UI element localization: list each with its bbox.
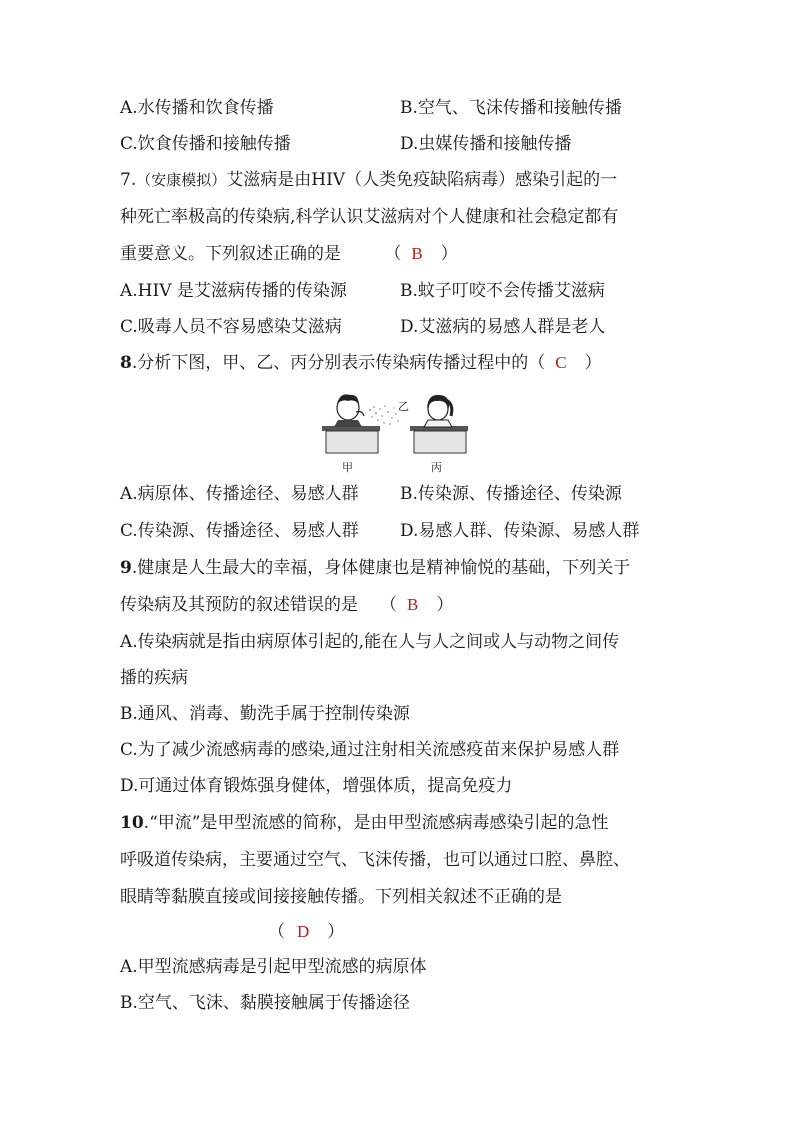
q10-option-b: B.空气、飞沫、黏膜接触属于传播途径 [120, 993, 410, 1013]
q10-line-2: 呼吸道传染病，主要通过空气、飞沫传播，也可以通过口腔、鼻腔、 [120, 850, 630, 870]
q8-stem: .分析下图，甲、乙、丙分别表示传染病传播过程中的（ [131, 353, 546, 373]
q7-paren-open: （ [384, 244, 402, 264]
q7-option-d: D.艾滋病的易感人群是老人 [400, 317, 606, 337]
q10-paren-close: ） [327, 922, 345, 942]
q7-answer: B [411, 244, 423, 263]
q7-stem-1: 艾滋病是由HIV（人类免疫缺陷病毒）感染引起的一 [226, 170, 618, 190]
q10-line-1 [120, 811, 608, 835]
q7-stem-3: 重要意义。下列叙述正确的是 [120, 244, 341, 264]
q9-stem-2: 传染病及其预防的叙述错误的是 [120, 595, 358, 615]
q6-option-d: D.虫媒传播和接触传播 [400, 134, 572, 154]
q10-option-a: A.甲型流感病毒是引起甲型流感的病原体 [120, 957, 427, 977]
q10-answer-line [268, 920, 344, 944]
q7-line-1 [120, 168, 617, 192]
q9-answer: B [407, 595, 419, 614]
q7-paren-close: ） [440, 244, 458, 264]
q8-figure [318, 390, 478, 476]
q7-line-2: 种死亡率极高的传染病,科学认识艾滋病对个人健康和社会稳定都有 [120, 207, 619, 227]
q9-option-b: B.通风、消毒、勤洗手属于控制传染源 [120, 704, 410, 724]
q10-answer: D [297, 922, 310, 941]
figure-label-jia: 甲 [342, 461, 353, 474]
q9-number: 9 [120, 558, 132, 578]
q6-option-c: C.饮食传播和接触传播 [120, 134, 291, 154]
q9-line-1 [120, 556, 630, 580]
q9-option-a-2: 播的疾病 [120, 668, 188, 688]
q8-option-a: A.病原体、传播途径、易感人群 [120, 484, 359, 504]
q9-option-c: C.为了减少流感病毒的感染,通过注射相关流感疫苗来保护易感人群 [120, 740, 620, 760]
q9-line-2 [120, 593, 453, 617]
q7-option-c: C.吸毒人员不容易感染艾滋病 [120, 317, 342, 337]
q8-paren-close: ） [584, 353, 602, 373]
q8-option-d: D.易感人群、传染源、易感人群 [400, 521, 640, 541]
q10-line-3: 眼睛等黏膜直接或间接接触传播。下列相关叙述不正确的是 [120, 887, 562, 907]
q7-option-b: B.蚊子叮咬不会传播艾滋病 [400, 281, 605, 301]
q6-option-b: B.空气、飞沫传播和接触传播 [400, 98, 622, 118]
q7-source: （安康模拟） [136, 171, 227, 189]
q10-stem-1: .“甲流”是甲型流感的简称，是由甲型流感病毒感染引起的急性 [143, 813, 609, 833]
q8-line-1 [120, 351, 602, 375]
q7-option-a: A.HIV 是艾滋病传播的传染源 [120, 281, 347, 301]
q9-paren-close: ） [436, 595, 454, 615]
figure-label-bing: 丙 [431, 461, 442, 474]
figure-label-yi: 乙 [398, 400, 409, 413]
q9-option-d: D.可通过体育锻炼强身健体，增强体质，提高免疫力 [120, 776, 513, 796]
q9-paren-open: （ [380, 595, 397, 615]
q7-number: 7. [120, 170, 137, 190]
q8-answer: C [555, 353, 567, 372]
q10-number: 10 [120, 813, 144, 833]
q6-option-a: A.水传播和饮食传播 [120, 98, 274, 118]
q10-paren-open: （ [268, 922, 285, 942]
q8-option-b: B.传染源、传播途径、传染源 [400, 484, 622, 504]
q9-option-a-1: A.传染病就是指由病原体引起的,能在人与人之间或人与动物之间传 [120, 632, 620, 652]
q8-number: 8 [120, 353, 132, 373]
q8-option-c: C.传染源、传播途径、易感人群 [120, 521, 359, 541]
q9-stem-1: .健康是人生最大的幸福，身体健康也是精神愉悦的基础，下列关于 [131, 558, 631, 578]
q7-line-3 [120, 242, 458, 266]
